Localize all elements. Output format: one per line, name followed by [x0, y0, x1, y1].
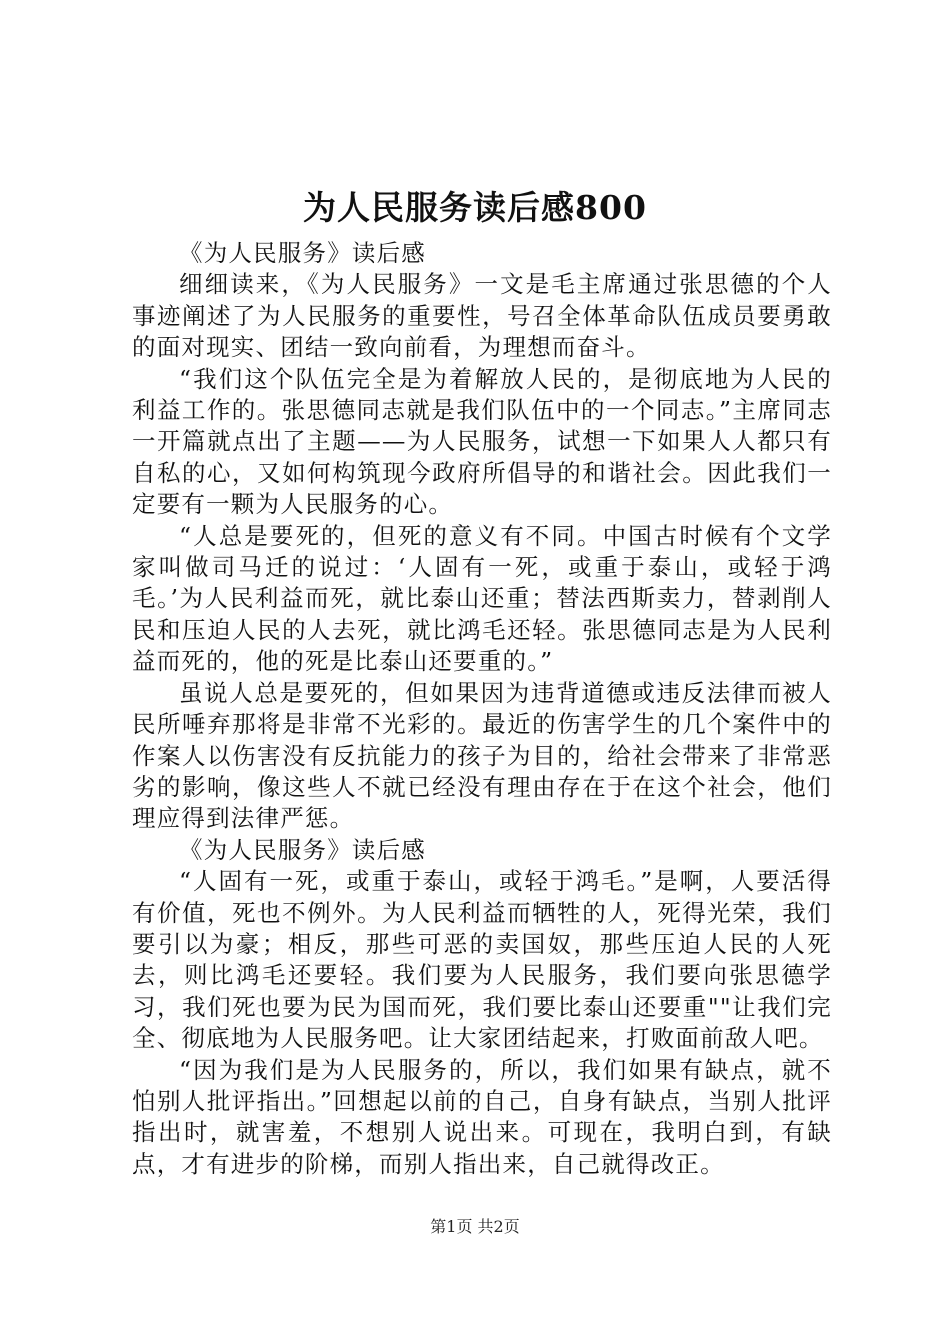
- paragraph: “我们这个队伍完全是为着解放人民的，是彻底地为人民的利益工作的。张思德同志就是我们队伍中的一个同志。”主席同志一开篇就点出了主题——为人民服务，试想一下如果人人都只有自私的心，又如何构筑现今政府所倡导的和谐社会。因此我们一定要有一颗为人民服务的心。: [132, 364, 832, 519]
- paragraph: “人总是要死的，但死的意义有不同。中国古时候有个文学家叫做司马迁的说过：‘人固有一死，或重于泰山，或轻于鸿毛。’为人民利益而死，就比泰山还重；替法西斯卖力，替剥削人民和压迫人民的人去死，就比鸿毛还轻。张思德同志是为人民利益而死的，他的死是比泰山还要重的。”: [132, 521, 832, 676]
- paragraph: 虽说人总是要死的，但如果因为违背道德或违反法律而被人民所唾弃那将是非常不光彩的。最近的伤害学生的几个案件中的作案人以伤害没有反抗能力的孩子为目的，给社会带来了非常恶劣的影响，像这些人不就已经没有理由存在于在这个社会，他们理应得到法律严惩。: [132, 678, 832, 833]
- paragraph-heading: 《为人民服务》读后感: [179, 239, 426, 267]
- paragraph: “因为我们是为人民服务的，所以，我们如果有缺点，就不怕别人批评指出。”回想起以前的自己，自身有缺点，当别人批评指出时，就害羞，不想别人说出来。可现在，我明白到，有缺点，才有进步的阶梯，而别人指出来，自己就得改正。: [132, 1055, 832, 1178]
- paragraph: 细细读来，《为人民服务》一文是毛主席通过张思德的个人事迹阐述了为人民服务的重要性，号召全体革命队伍成员要勇敢的面对现实、团结一致向前看，为理想而奋斗。: [132, 270, 832, 362]
- paragraph-heading: 《为人民服务》读后感: [179, 835, 426, 864]
- paragraph: “人固有一死，或重于泰山，或轻于鸿毛。”是啊，人要活得有价值，死也不例外。为人民利益而牺牲的人，死得光荣，我们要引以为豪；相反，那些可恶的卖国奴，那些压迫人民的人死去，则比鸿毛还要轻。我们要为人民服务，我们要向张思德学习，我们死也要为民为国而死，我们要比泰山还要重""让我们完全、彻底地为人民服务吧。让大家团结起来，打败面前敌人吧。: [132, 867, 832, 1053]
- document-body: [132, 238, 832, 1180]
- page-number-footer: 第1页 共2页: [430, 1217, 520, 1236]
- document-title: 为人民服务读后感800: [303, 188, 647, 227]
